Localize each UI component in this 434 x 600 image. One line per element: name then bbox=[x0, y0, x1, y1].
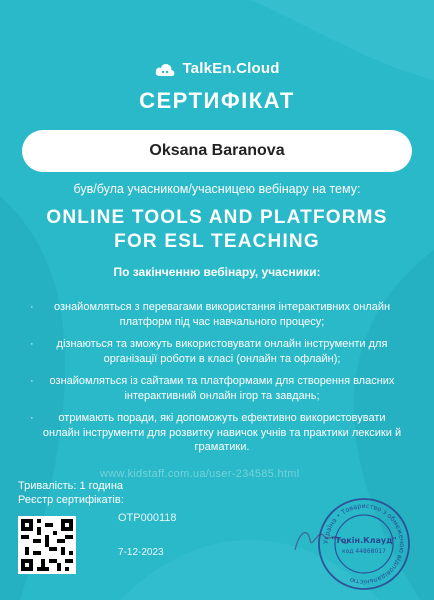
stamp-code-text: код 44868017 bbox=[342, 548, 386, 555]
bullet-dot-icon: · bbox=[30, 301, 34, 313]
webinar-topic-line1: ONLINE TOOLS AND PLATFORMS bbox=[46, 207, 388, 228]
list-item: · ознайомляться із сайтами та платформами для створення власних інтерактивний онлайн ігор та завдань; bbox=[30, 375, 395, 402]
brand-name: TalkEn.Cloud bbox=[182, 60, 280, 77]
certificate-title: СЕРТИФІКАТ bbox=[139, 88, 295, 113]
cloud-icon bbox=[154, 61, 176, 77]
certificate-number: OTP000118 bbox=[118, 512, 177, 524]
participation-intro: був/була учасником/учасницею вебінару на тему: bbox=[73, 182, 361, 196]
recipient-name: Oksana Baranova bbox=[149, 142, 285, 159]
list-item: · дізнаються та зможуть використовувати онлайн інструменти для організації роботи в класі (онлайн та офлайн); bbox=[30, 338, 388, 365]
qr-code-icon bbox=[21, 519, 73, 571]
bullet-dot-icon: · bbox=[30, 338, 34, 350]
brand-logo bbox=[0, 60, 434, 77]
registry-label: Реєстр сертифікатів: bbox=[18, 494, 124, 506]
certificate-date: 7-12-2023 bbox=[118, 547, 164, 558]
list-item: · ознайомляться з перевагами використання інтерактивних онлайн платформ під час навчального процесу; bbox=[30, 301, 391, 328]
webinar-topic-line2: FOR ESL TEACHING bbox=[114, 231, 320, 252]
recipient-name-box bbox=[22, 130, 412, 172]
outcomes-subheading: По закінченню вебінару, учасники: bbox=[113, 265, 321, 279]
outcomes-list bbox=[30, 300, 408, 463]
stamp-center-text: "Токін.Клауд" bbox=[331, 536, 397, 545]
company-stamp-icon bbox=[316, 496, 412, 592]
duration-label: Тривалість: 1 година bbox=[18, 480, 124, 492]
bullet-dot-icon: · bbox=[30, 375, 34, 387]
webinar-topic bbox=[0, 206, 434, 254]
watermark-url: www.kidstaff.com.ua/user-234585.html bbox=[100, 468, 300, 480]
list-item: · отримають поради, які допоможуть ефективно використовувати онлайн інструменти для розвитку навичок учнів та практики лексики й граматики. bbox=[30, 412, 402, 453]
qr-code[interactable] bbox=[18, 516, 76, 574]
stamp-outer-text: Україна • Товариство з обмеженою відповідальністю bbox=[321, 501, 407, 587]
bullet-dot-icon: · bbox=[30, 412, 34, 424]
